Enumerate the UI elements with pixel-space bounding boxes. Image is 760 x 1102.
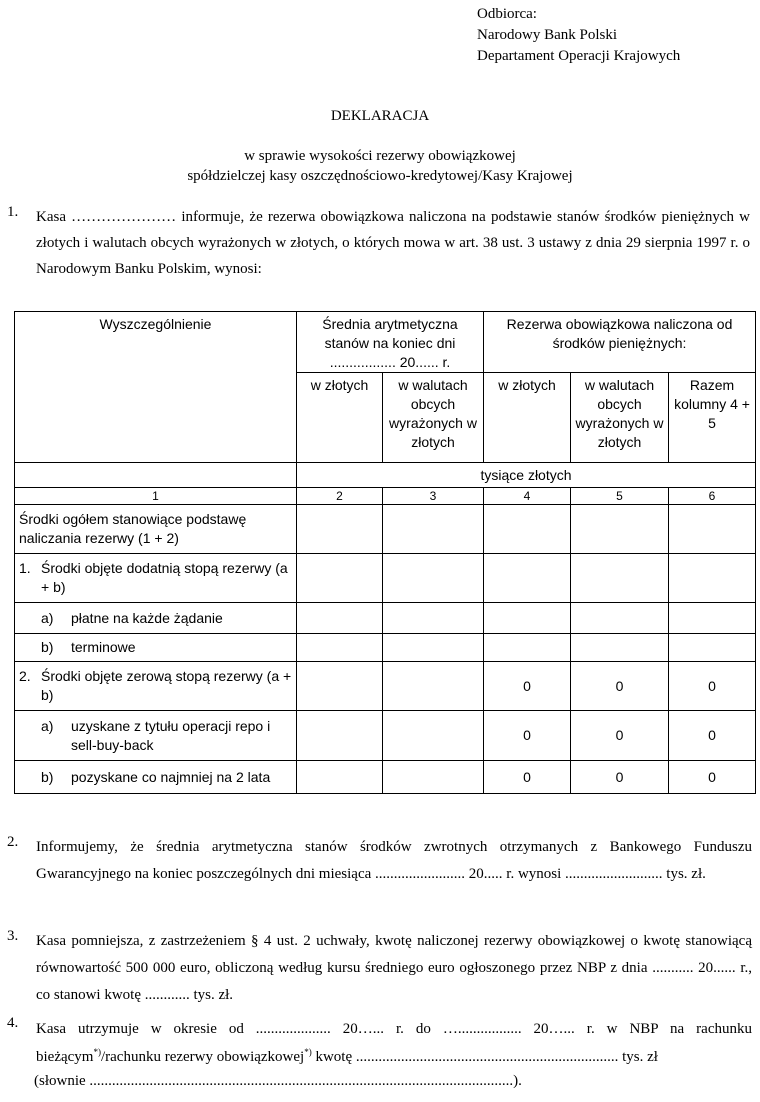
recipient-label: Odbiorca: bbox=[477, 6, 537, 22]
section-2-text: Informujemy, że średnia arytmetyczna stanów środków zwrotnych otrzymanych z Bankowego Funduszu Gwarancyjnego na koniec poszczególnych dni miesiąca ........................ 20..... r. wynosi .......................... tys. zł. bbox=[36, 839, 752, 882]
input-cell[interactable] bbox=[669, 505, 756, 554]
value-cell: 0 bbox=[484, 711, 571, 761]
value-cell: 0 bbox=[571, 662, 669, 711]
input-cell[interactable] bbox=[297, 603, 383, 634]
value-cell: 0 bbox=[571, 711, 669, 761]
row-label-total: Środki ogółem stanowiące podstawę naliczania rezerwy (1 + 2) bbox=[15, 505, 297, 554]
input-cell[interactable] bbox=[484, 603, 571, 634]
section-4-part-2: /rachunku rezerwy obowiązkowej bbox=[100, 1049, 305, 1065]
header-average: Średnia arytmetyczna stanów na koniec dni ................. 20...... r. bbox=[297, 312, 484, 373]
column-number: 1 bbox=[15, 488, 297, 505]
row-marker: b) bbox=[41, 768, 54, 785]
section-2-number: 2. bbox=[7, 834, 19, 850]
recipient-line-2: Departament Operacji Krajowych bbox=[477, 48, 681, 64]
input-cell[interactable] bbox=[571, 505, 669, 554]
input-cell[interactable] bbox=[669, 603, 756, 634]
section-1-number: 1. bbox=[7, 204, 19, 220]
section-4-part-3: kwotę ...................................................................... tys. zł bbox=[311, 1049, 658, 1065]
row-marker: a) bbox=[41, 609, 54, 626]
input-cell[interactable] bbox=[484, 634, 571, 662]
input-cell[interactable] bbox=[669, 634, 756, 662]
column-number: 4 bbox=[484, 488, 571, 505]
header-unit: tysiące złotych bbox=[297, 463, 756, 488]
row-label-zero-rate bbox=[15, 662, 297, 711]
table-row bbox=[15, 554, 756, 603]
footnote-mark: *) bbox=[304, 1047, 312, 1057]
row-label: Środki objęte dodatnią stopą rezerwy (a + b) bbox=[41, 560, 288, 595]
row-label-two-years bbox=[15, 761, 297, 794]
input-cell[interactable] bbox=[383, 634, 484, 662]
table-row bbox=[15, 662, 756, 711]
input-cell[interactable] bbox=[571, 554, 669, 603]
column-number: 3 bbox=[383, 488, 484, 505]
document-subtitle bbox=[0, 146, 760, 186]
input-cell[interactable] bbox=[383, 662, 484, 711]
input-cell[interactable] bbox=[383, 505, 484, 554]
header-reserve-total: Razem kolumny 4 + 5 bbox=[669, 373, 756, 463]
input-cell[interactable] bbox=[297, 634, 383, 662]
row-label: Środki objęte zerową stopą rezerwy (a + b) bbox=[41, 668, 292, 703]
input-cell[interactable] bbox=[484, 505, 571, 554]
recipient-block bbox=[477, 4, 680, 67]
header-reserve: Rezerwa obowiązkowa naliczona od środków pieniężnych: bbox=[484, 312, 756, 373]
input-cell[interactable] bbox=[297, 505, 383, 554]
table-row bbox=[15, 603, 756, 634]
row-label-on-demand bbox=[15, 603, 297, 634]
value-cell: 0 bbox=[484, 662, 571, 711]
row-marker: b) bbox=[41, 639, 54, 655]
input-cell[interactable] bbox=[297, 711, 383, 761]
value-cell: 0 bbox=[669, 761, 756, 794]
row-label: pozyskane co najmniej na 2 lata bbox=[71, 768, 271, 785]
input-cell[interactable] bbox=[297, 662, 383, 711]
footnote-mark: *) bbox=[93, 1047, 101, 1057]
column-number: 5 bbox=[571, 488, 669, 505]
input-cell[interactable] bbox=[297, 761, 383, 794]
input-cell[interactable] bbox=[383, 711, 484, 761]
table-row bbox=[15, 505, 756, 554]
input-cell[interactable] bbox=[669, 554, 756, 603]
section-4-number: 4. bbox=[7, 1015, 19, 1031]
subtitle-line-1: w sprawie wysokości rezerwy obowiązkowej bbox=[244, 148, 516, 164]
section-1-text: Kasa ………………… informuje, że rezerwa obowiązkowa naliczona na podstawie stanów środków pieniężnych w złotych i walutach obcych wyrażonych w złotych, o których mowa w art. 38 ust. 3 ustawy z dnia 29 sierpnia 1997 r. o Narodowym Banku Polskim, wynosi: bbox=[36, 209, 750, 277]
header-reserve-fx: w walutach obcych wyrażonych w złotych bbox=[571, 373, 669, 463]
row-label: terminowe bbox=[71, 639, 136, 655]
recipient-line-1: Narodowy Bank Polski bbox=[477, 27, 617, 43]
row-marker: 1. bbox=[19, 560, 31, 576]
table-row bbox=[15, 634, 756, 662]
row-marker: 2. bbox=[19, 668, 31, 684]
value-cell: 0 bbox=[571, 761, 669, 794]
header-avg-fx: w walutach obcych wyrażonych w złotych bbox=[383, 373, 484, 463]
value-cell: 0 bbox=[669, 662, 756, 711]
value-cell: 0 bbox=[484, 761, 571, 794]
value-cell: 0 bbox=[669, 711, 756, 761]
row-label: płatne na każde żądanie bbox=[71, 609, 223, 626]
subtitle-line-2: spółdzielczej kasy oszczędnościowo-kredytowej/Kasy Krajowej bbox=[187, 168, 573, 184]
input-cell[interactable] bbox=[571, 634, 669, 662]
table-row bbox=[15, 761, 756, 794]
input-cell[interactable] bbox=[484, 554, 571, 603]
section-4-text bbox=[36, 1015, 752, 1071]
section-3-number: 3. bbox=[7, 928, 19, 944]
header-blank bbox=[15, 463, 297, 488]
section-4-part-1: Kasa utrzymuje w okresie od .................... 20…... r. do …................. 20…... r. w NBP na rachunku bieżącym bbox=[36, 1021, 752, 1065]
section-3-text: Kasa pomniejsza, z zastrzeżeniem § 4 ust. 2 uchwały, kwotę naliczonej rezerwy obowiązkowej o kwotę stanowiącą równowartość 500 000 euro, obliczoną według kursu średniego euro ogłoszonego przez NBP z dnia ........... 20...... r., co stanowi kwotę ............ tys. zł. bbox=[36, 933, 752, 1003]
table-row bbox=[15, 711, 756, 761]
section-4-amount-in-words: (słownie .................................................................................................................). bbox=[34, 1073, 522, 1089]
input-cell[interactable] bbox=[571, 603, 669, 634]
header-description: Wyszczególnienie bbox=[15, 312, 297, 463]
input-cell[interactable] bbox=[297, 554, 383, 603]
reserve-table bbox=[14, 311, 756, 794]
row-marker: a) bbox=[41, 717, 54, 734]
input-cell[interactable] bbox=[383, 554, 484, 603]
row-label-term bbox=[15, 634, 297, 662]
input-cell[interactable] bbox=[383, 603, 484, 634]
row-label: uzyskane z tytułu operacji repo i sell-buy-back bbox=[71, 717, 271, 753]
column-number: 6 bbox=[669, 488, 756, 505]
column-number: 2 bbox=[297, 488, 383, 505]
document-title: DEKLARACJA bbox=[330, 108, 430, 124]
row-label-positive-rate bbox=[15, 554, 297, 603]
input-cell[interactable] bbox=[383, 761, 484, 794]
row-label-repo bbox=[15, 711, 297, 761]
header-reserve-pln: w złotych bbox=[484, 373, 571, 463]
header-avg-pln: w złotych bbox=[297, 373, 383, 463]
